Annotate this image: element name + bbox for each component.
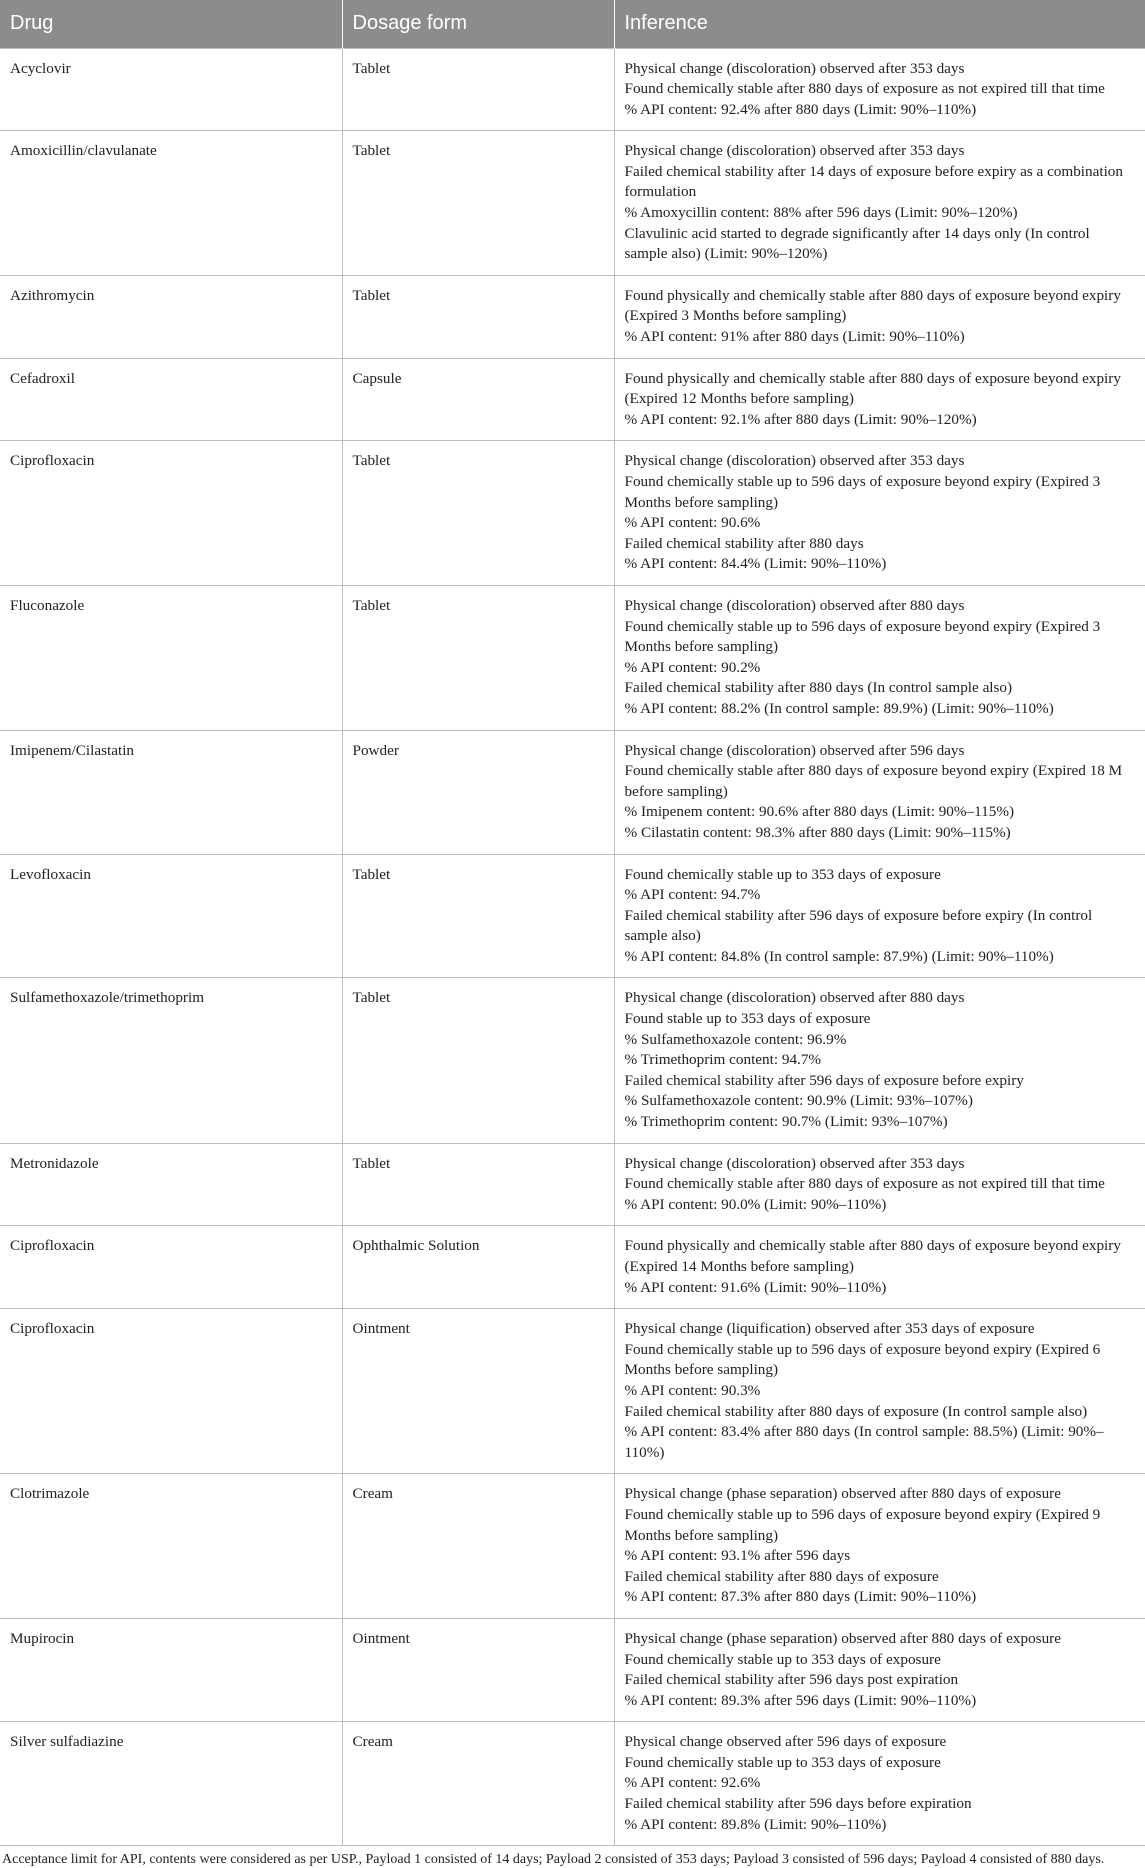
drug-cell: Imipenem/Cilastatin (0, 730, 342, 854)
inference-line: Physical change (phase separation) observed after 880 days of exposure (624, 1485, 1061, 1503)
inference-line: % API content: 90.0% (Limit: 90%–110%) (624, 1195, 887, 1213)
inference-line: % API content: 90.2% (624, 658, 761, 676)
dosage-form-cell: Tablet (342, 441, 614, 586)
inference-line: Physical change (discoloration) observed after 596 days (624, 741, 965, 759)
drug-cell: Ciprofloxacin (0, 1226, 342, 1309)
inference-line: Physical change (discoloration) observed after 880 days (624, 989, 965, 1007)
inference-line: Failed chemical stability after 596 days of exposure before expiry (In control sample also) (624, 906, 1093, 945)
inference-line: % API content: 93.1% after 596 days (624, 1547, 851, 1565)
table-row (0, 978, 1145, 1143)
drug-cell: Metronidazole (0, 1143, 342, 1226)
inference-line: Physical change (discoloration) observed after 880 days (624, 596, 965, 614)
drug-cell: Azithromycin (0, 275, 342, 358)
inference-line: % API content: 91% after 880 days (Limit: 90%–110%) (624, 328, 965, 346)
inference-cell (614, 275, 1145, 358)
inference-line: Found chemically stable up to 353 days of exposure (624, 1650, 941, 1668)
inference-cell (614, 1618, 1145, 1721)
inference-cell (614, 730, 1145, 854)
dosage-form-cell: Tablet (342, 1143, 614, 1226)
inference-cell (614, 1226, 1145, 1309)
dosage-form-cell: Ointment (342, 1618, 614, 1721)
inference-line: % Sulfamethoxazole content: 90.9% (Limit: 93%–107%) (624, 1092, 973, 1110)
inference-line: Found chemically stable up to 353 days of exposure (624, 1753, 941, 1771)
table-row (0, 1618, 1145, 1721)
table-row (0, 275, 1145, 358)
table-header (0, 0, 1145, 48)
drug-cell: Clotrimazole (0, 1474, 342, 1619)
drug-cell: Fluconazole (0, 585, 342, 730)
drug-cell: Ciprofloxacin (0, 441, 342, 586)
inference-line: Physical change (discoloration) observed after 353 days (624, 59, 965, 77)
header-drug: Drug (0, 0, 342, 48)
drug-cell: Ciprofloxacin (0, 1309, 342, 1474)
inference-line: Found chemically stable up to 596 days of exposure beyond expiry (Expired 3 Months before sampling) (624, 473, 1101, 511)
inference-line: % API content: 89.3% after 596 days (Limit: 90%–110%) (624, 1691, 977, 1709)
inference-line: Found physically and chemically stable after 880 days of exposure beyond expiry (Expired 12 Months before sampling) (624, 369, 1121, 408)
drug-cell: Mupirocin (0, 1618, 342, 1721)
inference-line: % Sulfamethoxazole content: 96.9% (624, 1030, 847, 1048)
dosage-form-cell: Tablet (342, 131, 614, 276)
table-row (0, 131, 1145, 276)
table-footnote: Acceptance limit for API, contents were considered as per USP., Payload 1 consisted of 14 days; Payload 2 consisted of 353 days; Payload 3 consisted of 596 days; Payload 4 consisted of 880 days. (2, 1852, 1105, 1868)
inference-line: Physical change (discoloration) observed after 353 days (624, 452, 965, 470)
header-row (0, 0, 1145, 48)
inference-line: Failed chemical stability after 880 days (In control sample also) (624, 679, 1013, 697)
dosage-form-cell: Cream (342, 1474, 614, 1619)
inference-line: Failed chemical stability after 596 days before expiration (624, 1795, 972, 1813)
drug-cell: Acyclovir (0, 48, 342, 131)
inference-line: Clavulinic acid started to degrade significantly after 14 days only (In control sample also) (Limit: 90%–120%) (624, 224, 1090, 263)
header-inference: Inference (614, 0, 1145, 48)
inference-line: % Amoxycillin content: 88% after 596 days (Limit: 90%–120%) (624, 204, 1018, 222)
inference-line: Failed chemical stability after 596 days of exposure before expiry (624, 1071, 1024, 1089)
table-row (0, 1722, 1145, 1846)
inference-line: % API content: 92.1% after 880 days (Limit: 90%–120%) (624, 410, 977, 428)
dosage-form-cell: Tablet (342, 978, 614, 1143)
inference-line: % API content: 83.4% after 880 days (In control sample: 88.5%) (Limit: 90%–110%) (624, 1423, 1104, 1461)
inference-line: % Trimethoprim content: 94.7% (624, 1051, 822, 1069)
table-row (0, 358, 1145, 441)
inference-line: % Cilastatin content: 98.3% after 880 days (Limit: 90%–115%) (624, 823, 1011, 841)
dosage-form-cell: Tablet (342, 854, 614, 978)
inference-line: Found chemically stable after 880 days of exposure as not expired till that time (624, 80, 1105, 98)
inference-line: Failed chemical stability after 596 days post expiration (624, 1671, 959, 1689)
dosage-form-cell: Ophthalmic Solution (342, 1226, 614, 1309)
inference-cell (614, 854, 1145, 978)
inference-line: % API content: 90.6% (624, 514, 761, 532)
inference-line: % API content: 92.6% (624, 1774, 761, 1792)
drug-cell: Levofloxacin (0, 854, 342, 978)
table-row (0, 585, 1145, 730)
inference-line: % API content: 91.6% (Limit: 90%–110%) (624, 1278, 887, 1296)
inference-line: Found chemically stable up to 596 days of exposure beyond expiry (Expired 6 Months before sampling) (624, 1340, 1101, 1379)
dosage-form-cell: Powder (342, 730, 614, 854)
table-row (0, 441, 1145, 586)
inference-line: % Imipenem content: 90.6% after 880 days (Limit: 90%–115%) (624, 803, 1015, 821)
inference-line: Physical change (phase separation) observed after 880 days of exposure (624, 1629, 1061, 1647)
dosage-form-cell: Tablet (342, 48, 614, 131)
inference-line: % API content: 92.4% after 880 days (Limit: 90%–110%) (624, 100, 977, 118)
inference-line: % API content: 84.8% (In control sample: 87.9%) (Limit: 90%–110%) (624, 947, 1054, 965)
inference-cell (614, 441, 1145, 586)
inference-line: % API content: 94.7% (624, 886, 761, 904)
dosage-form-cell: Tablet (342, 275, 614, 358)
table-row (0, 1474, 1145, 1619)
inference-line: % API content: 88.2% (In control sample: 89.9%) (Limit: 90%–110%) (624, 699, 1054, 717)
inference-cell (614, 978, 1145, 1143)
inference-cell (614, 1474, 1145, 1619)
inference-cell (614, 1143, 1145, 1226)
drug-cell: Cefadroxil (0, 358, 342, 441)
table-row (0, 1143, 1145, 1226)
inference-line: Physical change (discoloration) observed after 353 days (624, 142, 965, 160)
drug-cell: Amoxicillin/clavulanate (0, 131, 342, 276)
inference-cell (614, 48, 1145, 131)
inference-line: Found physically and chemically stable after 880 days of exposure beyond expiry (Expired 3 Months before sampling) (624, 286, 1121, 325)
inference-line: Failed chemical stability after 880 days of exposure (624, 1567, 939, 1585)
drug-cell: Silver sulfadiazine (0, 1722, 342, 1846)
table-row (0, 854, 1145, 978)
dosage-form-cell: Ointment (342, 1309, 614, 1474)
table-row (0, 48, 1145, 131)
inference-line: Failed chemical stability after 880 days of exposure (In control sample also) (624, 1402, 1088, 1420)
inference-line: % API content: 87.3% after 880 days (Limit: 90%–110%) (624, 1588, 977, 1606)
dosage-form-cell: Capsule (342, 358, 614, 441)
inference-cell (614, 585, 1145, 730)
inference-line: Found chemically stable after 880 days of exposure as not expired till that time (624, 1175, 1105, 1193)
inference-line: Failed chemical stability after 14 days of exposure before expiry as a combination formulation (624, 162, 1123, 201)
table-row (0, 1226, 1145, 1309)
inference-line: % API content: 90.3% (624, 1381, 761, 1399)
inference-cell (614, 1309, 1145, 1474)
inference-cell (614, 358, 1145, 441)
dosage-form-cell: Cream (342, 1722, 614, 1846)
inference-line: Found chemically stable after 880 days of exposure beyond expiry (Expired 18 M before sampling) (624, 762, 1123, 800)
drug-cell: Sulfamethoxazole/trimethoprim (0, 978, 342, 1143)
inference-cell (614, 131, 1145, 276)
inference-line: Physical change (liquification) observed after 353 days of exposure (624, 1320, 1035, 1338)
inference-line: Found chemically stable up to 596 days of exposure beyond expiry (Expired 3 Months before sampling) (624, 617, 1101, 656)
inference-line: Found stable up to 353 days of exposure (624, 1010, 871, 1028)
table-row (0, 1309, 1145, 1474)
inference-line: Physical change observed after 596 days of exposure (624, 1733, 947, 1751)
inference-cell (614, 1722, 1145, 1846)
inference-line: Found chemically stable up to 353 days of exposure (624, 865, 941, 883)
header-dosage-form: Dosage form (342, 0, 614, 48)
inference-line: % Trimethoprim content: 90.7% (Limit: 93%–107%) (624, 1113, 948, 1131)
inference-line: Physical change (discoloration) observed after 353 days (624, 1154, 965, 1172)
table-row (0, 730, 1145, 854)
inference-line: % API content: 84.4% (Limit: 90%–110%) (624, 555, 887, 573)
inference-line: Found physically and chemically stable after 880 days of exposure beyond expiry (Expired 14 Months before sampling) (624, 1237, 1121, 1275)
inference-line: % API content: 89.8% (Limit: 90%–110%) (624, 1815, 887, 1833)
dosage-form-cell: Tablet (342, 585, 614, 730)
inference-line: Failed chemical stability after 880 days (624, 534, 864, 552)
inference-line: Found chemically stable up to 596 days of exposure beyond expiry (Expired 9 Months before sampling) (624, 1505, 1101, 1544)
table-body (0, 48, 1145, 1846)
